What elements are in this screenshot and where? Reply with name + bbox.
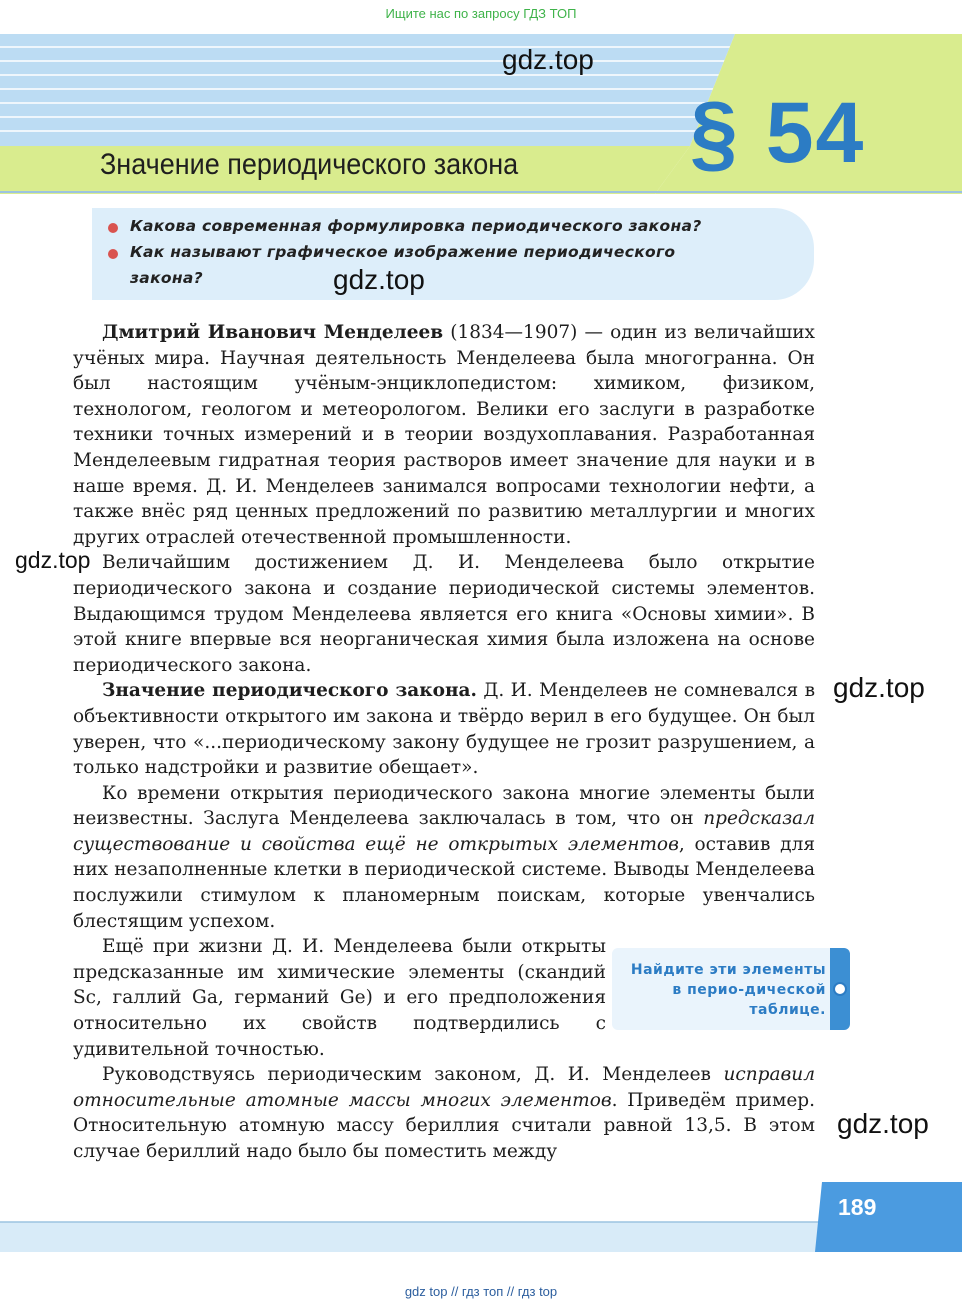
paragraph-achievement: Величайшим достижением Д. И. Менделеева было открытие периодического закона и создание периодической системы элементов. Выдающимся трудом Менделеева является его книга «Основы химии». В этой книге впервые вся неорганическая химия была изложена на основе периодического закона. [73, 552, 815, 676]
paragraph-significance [73, 678, 815, 780]
paragraph-text: Руководствуясь периодическим законом, Д. И. Менделеев [102, 1064, 724, 1086]
bullet-icon [108, 223, 118, 233]
paragraph-discovered: Ещё при жизни Д. И. Менделеева были открыты предсказанные им химические элементы (скандий Sc, галлий Ga, германий Ge) и его предположения относительно их свойств подтвердились с удивительной точностью. [73, 936, 606, 1060]
page-number: 189 [838, 1194, 877, 1220]
top-note: Ищите нас по запросу ГДЗ ТОП [385, 6, 577, 21]
side-note [612, 946, 852, 1032]
watermark: gdz.top [15, 547, 91, 573]
bullet-icon [108, 249, 118, 259]
section-title: Значение периодического закона [100, 148, 519, 181]
watermark: gdz.top [833, 672, 925, 703]
question-1: Какова современная формулировка периодического закона? [130, 217, 702, 235]
italic-text: предсказал существование и свойства ещё не открытых элементов [73, 808, 815, 855]
watermark: gdz.top [333, 264, 425, 295]
main-text [73, 320, 815, 1165]
footer: gdz top // гдз топ // гдз top [404, 1284, 558, 1299]
bold-heading: Значение периодического закона. [102, 680, 477, 702]
watermark: gdz.top [837, 1108, 929, 1139]
paragraph-prediction [73, 781, 815, 935]
paragraph-text: . Приведём пример. Относительную атомную массу бериллия считали равной 13,5. В этом случае бериллий надо было бы поместить между [73, 1089, 816, 1162]
paragraph-text: Ко времени открытия периодического закона многие элементы были неизвестны. Заслуга Менделеева заключалась в том, что он [73, 782, 815, 830]
watermark: gdz.top [502, 44, 594, 75]
side-note-text: Найдите эти элементы в перио-дической таблице. [630, 962, 826, 1018]
bottom-band [0, 1182, 962, 1252]
section-number: § 54 [690, 85, 866, 181]
paragraph-atomic-mass [73, 1062, 815, 1164]
italic-text: исправил относительные атомные массы многих элементов [73, 1064, 815, 1111]
paragraph-text: , оставив для них незаполненные клетки в периодической системе. Выводы Менделеева послужили стимулом к планомерным поискам, которые увенчались блестящим успехом. [73, 833, 815, 932]
paragraph-mendeleev [73, 320, 815, 550]
paragraph-text: Д. И. Менделеев не сомневался в объективности открытого им закона и твёрдо верил в его будущее. Он был уверен, что «...периодическому закону будущее не грозит разрушением, а только надстройки и развитие обещает». [73, 680, 815, 779]
paragraph-text: (1834—1907) — один из величайших учёных мира. Научная деятельность Менделеева была многогранна. Он был настоящим учёным-энциклопедистом: химиком, физиком, технологом, геологом и метеорологом. Велики его заслуги в разработке техники точных измерений и в теории воздухоплавания. Разработанная Менделеевым гидратная теория растворов имеет значение для науки и в наше время. Д. И. Менделеев занимался вопросами технологии нефти, а также внёс ряд ценных предложений по развитию металлургии и многих других отраслей отечественной промышленности. [73, 322, 815, 548]
question-2-cont: закона? [130, 269, 203, 287]
bold-name: Дмитрий Иванович Менделеев [102, 322, 444, 343]
question-2: Как называют графическое изображение периодического [130, 243, 676, 261]
